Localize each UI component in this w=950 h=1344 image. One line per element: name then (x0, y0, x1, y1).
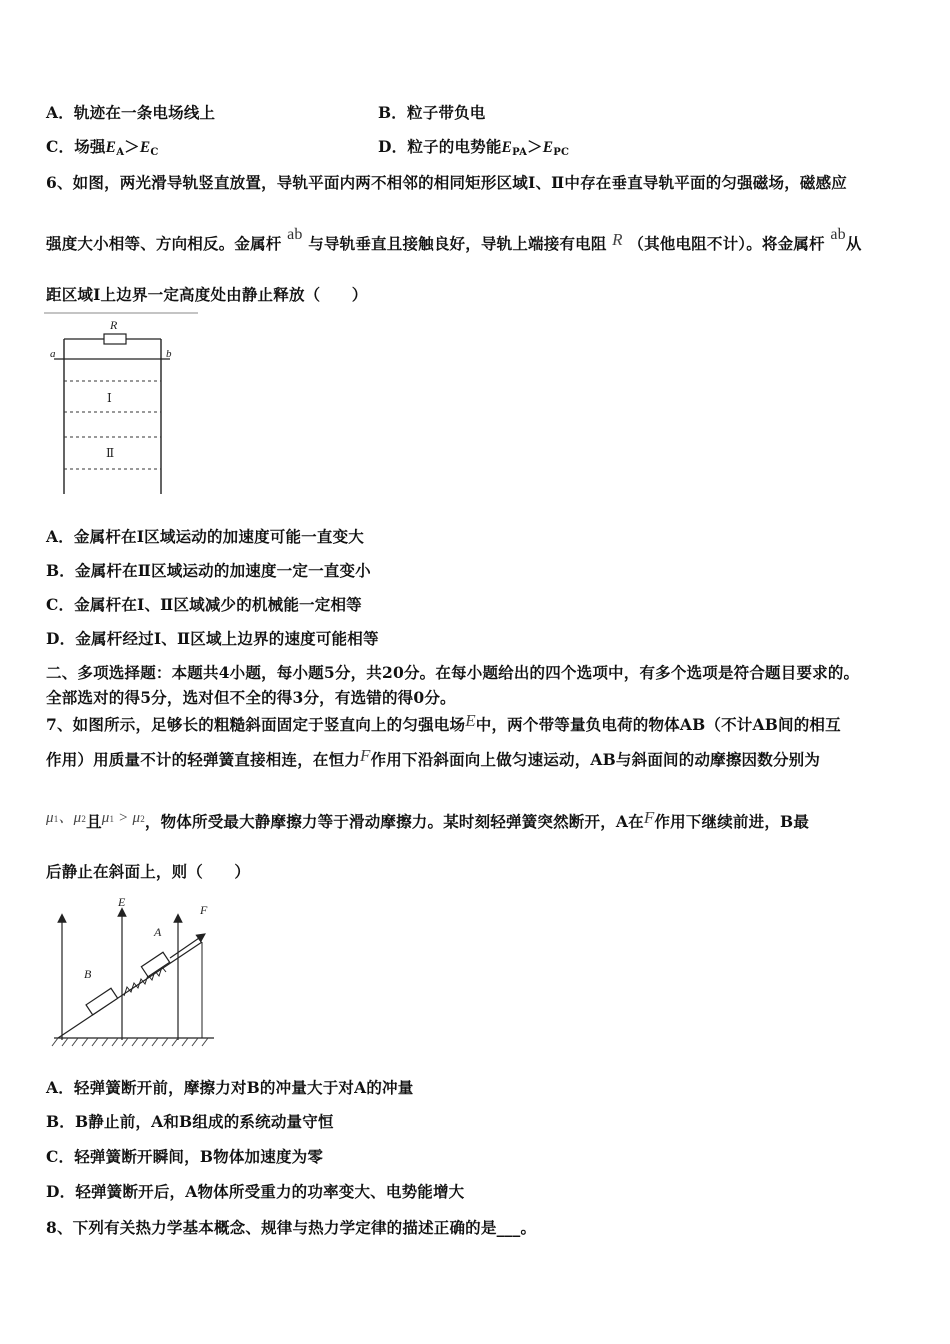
section2-heading-line2: 全部选对的得5分，选对但不全的得3分，有选错的得0分。 (46, 688, 456, 707)
q5-option-a: A．轨迹在一条电场线上 (46, 103, 216, 122)
q6-option-a: A．金属杆在Ⅰ区域运动的加速度可能一直变大 (46, 527, 364, 546)
q8-stem: 8、下列有关热力学基本概念、规律与热力学定律的描述正确的是___。 (46, 1218, 537, 1237)
q6-option-c: C．金属杆在Ⅰ、Ⅱ区域减少的机械能一定相等 (46, 595, 362, 614)
q5-option-b: B．粒子带负电 (378, 103, 486, 122)
block-b (86, 988, 118, 1015)
q7-stem-line2: 作用）用质量不计的轻弹簧直接相连，在恒力F作用下沿斜面向上做匀速运动，AB与斜面间的动摩擦因数分别为 (46, 746, 821, 769)
label-f: F (200, 903, 208, 917)
q7-stem-line3: $\mu^1$、$\mu^2$且$\mu^1 > \mu^2$，物体所受最大静摩擦力等于滑动摩擦力。某时刻轻弹簧突然断开，A在F作用下继续前进，B最 (46, 808, 810, 831)
q7-incline-diagram (44, 892, 224, 1052)
label-a: a (50, 348, 56, 360)
label-e: E (118, 895, 126, 909)
q7-stem-line4: 后静止在斜面上，则（ ） (46, 862, 251, 881)
label-region-2: Ⅱ (106, 446, 115, 460)
resistor-symbol (104, 334, 126, 344)
q7-option-d: D．轻弹簧断开后，A物体所受重力的功率变大、电势能增大 (46, 1182, 465, 1201)
q6-stem-line2: 强度大小相等、方向相反。金属杆 ab 与导轨垂直且接触良好，导轨上端接有电阻 R （其他电阻不计）。将金属杆 ab从 (46, 226, 862, 253)
label-b-block: B (84, 967, 92, 981)
q6-option-d: D．金属杆经过Ⅰ、Ⅱ区域上边界的速度可能相等 (46, 629, 379, 648)
label-r: R (110, 318, 118, 332)
q5-option-d: D．粒子的电势能$E_{PA}>E_{PC}$ (378, 137, 570, 158)
q6-stem-line3: 距区域Ⅰ上边界一定高度处由静止释放（ ） (46, 285, 368, 304)
label-region-1: Ⅰ (107, 391, 112, 405)
label-a-block: A (154, 925, 162, 939)
q5-option-c: C．场强$E_A>E_C$ (46, 137, 159, 158)
q7-option-a: A．轻弹簧断开前，摩擦力对B的冲量大于对A的冲量 (46, 1078, 414, 1097)
q7-option-c: C．轻弹簧断开瞬间，B物体加速度为零 (46, 1147, 324, 1166)
q7-stem-line1: 7、如图所示，足够长的粗糙斜面固定于竖直向上的匀强电场E中，两个带等量负电荷的物体AB（不计AB间的相互 (46, 711, 841, 734)
q6-stem-line1: 6、如图，两光滑导轨竖直放置，导轨平面内两不相邻的相同矩形区域Ⅰ、Ⅱ中存在垂直导轨平面的匀强磁场，磁感应 (46, 173, 848, 192)
label-b: b (166, 348, 172, 360)
q6-rail-diagram (44, 312, 204, 497)
q6-option-b: B．金属杆在Ⅱ区域运动的加速度一定一直变小 (46, 561, 371, 580)
q7-option-b: B．B静止前，A和B组成的系统动量守恒 (46, 1112, 334, 1131)
section2-heading-line1: 二、多项选择题：本题共4小题，每小题5分，共20分。在每小题给出的四个选项中，有多个选项是符合题目要求的。 (46, 663, 860, 682)
